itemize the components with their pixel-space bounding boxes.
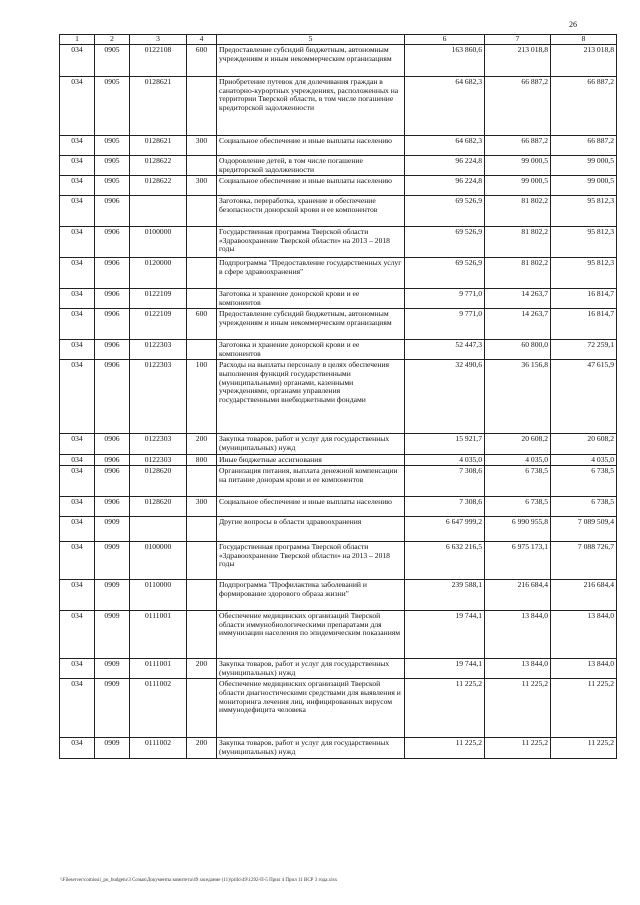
- amount-2015-cell: 20 608,2: [485, 434, 551, 454]
- table-row: [60, 659, 617, 679]
- description-cell: Социальное обеспечение и иные выплаты населению: [217, 497, 405, 517]
- target-article-code-cell: 0111002: [130, 679, 187, 738]
- amount-2014-cell: 96 224,8: [405, 176, 485, 196]
- target-article-code-cell: [130, 517, 187, 542]
- section-code-cell: 0905: [95, 77, 130, 136]
- amount-2015-cell: 213 018,8: [485, 45, 551, 77]
- target-article-code-cell: 0128621: [130, 77, 187, 136]
- table-row: [60, 360, 617, 434]
- expense-type-code-cell: [187, 542, 217, 580]
- target-article-code-cell: 0111002: [130, 738, 187, 758]
- expense-type-code-cell: [187, 679, 217, 738]
- section-code-cell: 0909: [95, 580, 130, 611]
- amount-2016-cell: 66 887,2: [551, 77, 617, 136]
- column-header: 7: [485, 35, 551, 45]
- admin-code-cell: 034: [60, 340, 95, 360]
- expense-type-code-cell: [187, 289, 217, 309]
- column-header: 3: [130, 35, 187, 45]
- amount-2015-cell: 14 263,7: [485, 309, 551, 340]
- description-cell: Обеспечение медицинских организаций Тверской области диагностическими средствами для выявления и мониторинга лечения лиц, инфицированных вирусом иммунодефицита человека: [217, 679, 405, 738]
- table-row: [60, 466, 617, 497]
- amount-2016-cell: 16 814,7: [551, 289, 617, 309]
- section-code-cell: 0906: [95, 340, 130, 360]
- admin-code-cell: 034: [60, 258, 95, 289]
- amount-2014-cell: 69 526,9: [405, 196, 485, 227]
- description-cell: Иные бюджетные ассигнования: [217, 454, 405, 466]
- amount-2016-cell: 6 738,5: [551, 497, 617, 517]
- section-code-cell: 0906: [95, 258, 130, 289]
- table-row: [60, 309, 617, 340]
- admin-code-cell: 034: [60, 196, 95, 227]
- admin-code-cell: 034: [60, 466, 95, 497]
- amount-2014-cell: 6 632 216,5: [405, 542, 485, 580]
- amount-2014-cell: 9 771,0: [405, 289, 485, 309]
- amount-2015-cell: 36 156,8: [485, 360, 551, 434]
- amount-2016-cell: 66 887,2: [551, 136, 617, 156]
- amount-2014-cell: 69 526,9: [405, 258, 485, 289]
- description-cell: Приобретение путевок для долечивания граждан в санаторно-курортных учреждениях, расположенных на территории Тверской области, в том числе погашение кредиторской задолженности: [217, 77, 405, 136]
- amount-2014-cell: 96 224,8: [405, 156, 485, 176]
- amount-2016-cell: 216 684,4: [551, 580, 617, 611]
- admin-code-cell: 034: [60, 434, 95, 454]
- section-code-cell: 0906: [95, 289, 130, 309]
- amount-2015-cell: 6 738,5: [485, 497, 551, 517]
- amount-2016-cell: 7 088 726,7: [551, 542, 617, 580]
- table-row: [60, 611, 617, 659]
- target-article-code-cell: 0122109: [130, 309, 187, 340]
- section-code-cell: 0909: [95, 611, 130, 659]
- admin-code-cell: 034: [60, 611, 95, 659]
- description-cell: Закупка товаров, работ и услуг для государственных (муниципальных) нужд: [217, 738, 405, 758]
- section-code-cell: 0906: [95, 360, 130, 434]
- amount-2014-cell: 11 225,2: [405, 679, 485, 738]
- section-code-cell: 0905: [95, 136, 130, 156]
- header-row: [60, 35, 617, 45]
- section-code-cell: 0906: [95, 497, 130, 517]
- amount-2014-cell: 19 744,1: [405, 659, 485, 679]
- description-cell: Другие вопросы в области здравоохранения: [217, 517, 405, 542]
- table-row: [60, 77, 617, 136]
- description-cell: Закупка товаров, работ и услуг для государственных (муниципальных) нужд: [217, 659, 405, 679]
- target-article-code-cell: 0128620: [130, 466, 187, 497]
- expense-type-code-cell: 600: [187, 309, 217, 340]
- table-row: [60, 434, 617, 454]
- amount-2016-cell: 99 000,5: [551, 176, 617, 196]
- amount-2014-cell: 9 771,0: [405, 309, 485, 340]
- amount-2015-cell: 66 887,2: [485, 77, 551, 136]
- table-row: [60, 196, 617, 227]
- column-header: 8: [551, 35, 617, 45]
- target-article-code-cell: 0128622: [130, 156, 187, 176]
- description-cell: Заготовка и хранение донорской крови и ее компонентов: [217, 340, 405, 360]
- amount-2014-cell: 32 490,6: [405, 360, 485, 434]
- amount-2015-cell: 13 844,0: [485, 659, 551, 679]
- amount-2016-cell: 95 812,3: [551, 227, 617, 258]
- admin-code-cell: 034: [60, 77, 95, 136]
- section-code-cell: 0905: [95, 176, 130, 196]
- column-header: 2: [95, 35, 130, 45]
- admin-code-cell: 034: [60, 176, 95, 196]
- amount-2015-cell: 6 990 955,8: [485, 517, 551, 542]
- amount-2014-cell: 64 682,3: [405, 136, 485, 156]
- amount-2015-cell: 14 263,7: [485, 289, 551, 309]
- table-row: [60, 45, 617, 77]
- admin-code-cell: 034: [60, 309, 95, 340]
- page-number: 26: [569, 20, 577, 29]
- expense-type-code-cell: 200: [187, 738, 217, 758]
- column-header: 6: [405, 35, 485, 45]
- amount-2016-cell: 11 225,2: [551, 738, 617, 758]
- amount-2016-cell: 11 225,2: [551, 679, 617, 738]
- description-cell: Подпрограмма "Предоставление государственных услуг в сфере здравоохранения": [217, 258, 405, 289]
- table-row: [60, 454, 617, 466]
- amount-2016-cell: 95 812,3: [551, 196, 617, 227]
- amount-2016-cell: 72 259,1: [551, 340, 617, 360]
- amount-2015-cell: 216 684,4: [485, 580, 551, 611]
- amount-2015-cell: 13 844,0: [485, 611, 551, 659]
- section-code-cell: 0909: [95, 542, 130, 580]
- description-cell: Государственная программа Тверской области «Здравоохранение Тверской области» на 2013 – 2018 годы: [217, 542, 405, 580]
- target-article-code-cell: 0110000: [130, 580, 187, 611]
- expense-type-code-cell: 300: [187, 176, 217, 196]
- section-code-cell: 0909: [95, 659, 130, 679]
- expense-type-code-cell: [187, 156, 217, 176]
- amount-2014-cell: 52 447,3: [405, 340, 485, 360]
- target-article-code-cell: 0122303: [130, 454, 187, 466]
- description-cell: Заготовка и хранение донорской крови и ее компонентов: [217, 289, 405, 309]
- amount-2015-cell: 4 035,0: [485, 454, 551, 466]
- amount-2014-cell: 69 526,9: [405, 227, 485, 258]
- amount-2015-cell: 99 000,5: [485, 176, 551, 196]
- admin-code-cell: 034: [60, 227, 95, 258]
- expense-type-code-cell: 100: [187, 360, 217, 434]
- expense-type-code-cell: [187, 517, 217, 542]
- description-cell: Подпрограмма "Профилактика заболеваний и формирование здорового образа жизни": [217, 580, 405, 611]
- expense-type-code-cell: 200: [187, 659, 217, 679]
- amount-2014-cell: 7 308,6: [405, 466, 485, 497]
- expense-type-code-cell: [187, 258, 217, 289]
- amount-2016-cell: 213 018,8: [551, 45, 617, 77]
- expense-type-code-cell: [187, 466, 217, 497]
- table-row: [60, 156, 617, 176]
- description-cell: Предоставление субсидий бюджетным, автономным учреждениям и иным некоммерческим организациям: [217, 309, 405, 340]
- target-article-code-cell: 0100000: [130, 227, 187, 258]
- description-cell: Социальное обеспечение и иные выплаты населению: [217, 136, 405, 156]
- section-code-cell: 0906: [95, 454, 130, 466]
- expense-type-code-cell: 800: [187, 454, 217, 466]
- section-code-cell: 0906: [95, 227, 130, 258]
- section-code-cell: 0906: [95, 309, 130, 340]
- amount-2015-cell: 81 802,2: [485, 227, 551, 258]
- amount-2016-cell: 47 615,9: [551, 360, 617, 434]
- section-code-cell: 0909: [95, 679, 130, 738]
- admin-code-cell: 034: [60, 156, 95, 176]
- target-article-code-cell: 0122108: [130, 45, 187, 77]
- amount-2015-cell: 11 225,2: [485, 738, 551, 758]
- table-row: [60, 580, 617, 611]
- section-code-cell: 0909: [95, 738, 130, 758]
- amount-2016-cell: 13 844,0: [551, 611, 617, 659]
- expense-type-code-cell: [187, 77, 217, 136]
- amount-2014-cell: 15 921,7: [405, 434, 485, 454]
- column-header: 5: [217, 35, 405, 45]
- admin-code-cell: 034: [60, 497, 95, 517]
- table-row: [60, 258, 617, 289]
- amount-2015-cell: 66 887,2: [485, 136, 551, 156]
- column-header: 4: [187, 35, 217, 45]
- amount-2016-cell: 95 812,3: [551, 258, 617, 289]
- table-row: [60, 542, 617, 580]
- amount-2016-cell: 99 000,5: [551, 156, 617, 176]
- amount-2014-cell: 7 308,6: [405, 497, 485, 517]
- table-row: [60, 340, 617, 360]
- description-cell: Оздоровление детей, в том числе погашение кредиторской задолженности: [217, 156, 405, 176]
- table-row: [60, 497, 617, 517]
- section-code-cell: 0905: [95, 45, 130, 77]
- target-article-code-cell: [130, 196, 187, 227]
- amount-2014-cell: 239 588,1: [405, 580, 485, 611]
- expense-type-code-cell: [187, 227, 217, 258]
- description-cell: Организация питания, выплата денежной компенсации на питание донорам крови и ее компонентов: [217, 466, 405, 497]
- admin-code-cell: 034: [60, 517, 95, 542]
- amount-2016-cell: 20 608,2: [551, 434, 617, 454]
- description-cell: Расходы на выплаты персоналу в целях обеспечения выполнения функций государственными (муниципальными) органами, казенными учреждениями, органами управления государственными внебюджетными фондами: [217, 360, 405, 434]
- section-code-cell: 0906: [95, 196, 130, 227]
- admin-code-cell: 034: [60, 738, 95, 758]
- target-article-code-cell: 0111001: [130, 611, 187, 659]
- description-cell: Закупка товаров, работ и услуг для государственных (муниципальных) нужд: [217, 434, 405, 454]
- target-article-code-cell: 0122303: [130, 340, 187, 360]
- admin-code-cell: 034: [60, 542, 95, 580]
- amount-2016-cell: 16 814,7: [551, 309, 617, 340]
- description-cell: Социальное обеспечение и иные выплаты населению: [217, 176, 405, 196]
- expense-type-code-cell: 300: [187, 497, 217, 517]
- expense-type-code-cell: [187, 611, 217, 659]
- table-row: [60, 679, 617, 738]
- table-row: [60, 136, 617, 156]
- amount-2015-cell: 60 800,0: [485, 340, 551, 360]
- table-row: [60, 289, 617, 309]
- description-cell: Предоставление субсидий бюджетным, автономным учреждениям и иным некоммерческим организациям: [217, 45, 405, 77]
- amount-2016-cell: 7 089 509,4: [551, 517, 617, 542]
- amount-2014-cell: 4 035,0: [405, 454, 485, 466]
- amount-2014-cell: 64 682,3: [405, 77, 485, 136]
- admin-code-cell: 034: [60, 45, 95, 77]
- description-cell: Государственная программа Тверской области «Здравоохранение Тверской области» на 2013 – 2018 годы: [217, 227, 405, 258]
- section-code-cell: 0909: [95, 517, 130, 542]
- target-article-code-cell: 0128621: [130, 136, 187, 156]
- description-cell: Обеспечение медицинских организаций Тверской области иммунобиологическими препаратами для иммунизации населения по эпидемическим показаниям: [217, 611, 405, 659]
- amount-2014-cell: 19 744,1: [405, 611, 485, 659]
- admin-code-cell: 034: [60, 679, 95, 738]
- target-article-code-cell: 0122303: [130, 434, 187, 454]
- admin-code-cell: 034: [60, 454, 95, 466]
- amount-2014-cell: 11 225,2: [405, 738, 485, 758]
- description-cell: Заготовка, переработка, хранение и обеспечение безопасности донорской крови и ее компонентов: [217, 196, 405, 227]
- table-row: [60, 517, 617, 542]
- section-code-cell: 0906: [95, 434, 130, 454]
- target-article-code-cell: 0128620: [130, 497, 187, 517]
- column-header: 1: [60, 35, 95, 45]
- target-article-code-cell: 0122303: [130, 360, 187, 434]
- section-code-cell: 0906: [95, 466, 130, 497]
- target-article-code-cell: 0128622: [130, 176, 187, 196]
- amount-2015-cell: 6 738,5: [485, 466, 551, 497]
- table-row: [60, 227, 617, 258]
- target-article-code-cell: 0120000: [130, 258, 187, 289]
- amount-2016-cell: 4 035,0: [551, 454, 617, 466]
- admin-code-cell: 034: [60, 360, 95, 434]
- amount-2016-cell: 13 844,0: [551, 659, 617, 679]
- table-row: [60, 738, 617, 758]
- amount-2015-cell: 11 225,2: [485, 679, 551, 738]
- file-path-footer: \\Fileserver\comissii_po_budgetu\3 Созыв\Документы комитета\49 заседание (11)\prilo\49\1292-П-5 Прил 4 Прил 11 ВСР 3 года.xlsx: [60, 878, 338, 883]
- amount-2015-cell: 6 975 173,1: [485, 542, 551, 580]
- admin-code-cell: 034: [60, 659, 95, 679]
- budget-table: [59, 34, 617, 759]
- expense-type-code-cell: 200: [187, 434, 217, 454]
- expense-type-code-cell: [187, 580, 217, 611]
- table-body: [60, 45, 617, 759]
- admin-code-cell: 034: [60, 580, 95, 611]
- amount-2014-cell: 6 647 999,2: [405, 517, 485, 542]
- target-article-code-cell: 0100000: [130, 542, 187, 580]
- target-article-code-cell: 0122109: [130, 289, 187, 309]
- expense-type-code-cell: 600: [187, 45, 217, 77]
- amount-2016-cell: 6 738,5: [551, 466, 617, 497]
- admin-code-cell: 034: [60, 136, 95, 156]
- section-code-cell: 0905: [95, 156, 130, 176]
- expense-type-code-cell: 300: [187, 136, 217, 156]
- amount-2015-cell: 81 802,2: [485, 258, 551, 289]
- admin-code-cell: 034: [60, 289, 95, 309]
- expense-type-code-cell: [187, 340, 217, 360]
- table-row: [60, 176, 617, 196]
- target-article-code-cell: 0111001: [130, 659, 187, 679]
- amount-2014-cell: 163 860,6: [405, 45, 485, 77]
- expense-type-code-cell: [187, 196, 217, 227]
- amount-2015-cell: 81 802,2: [485, 196, 551, 227]
- amount-2015-cell: 99 000,5: [485, 156, 551, 176]
